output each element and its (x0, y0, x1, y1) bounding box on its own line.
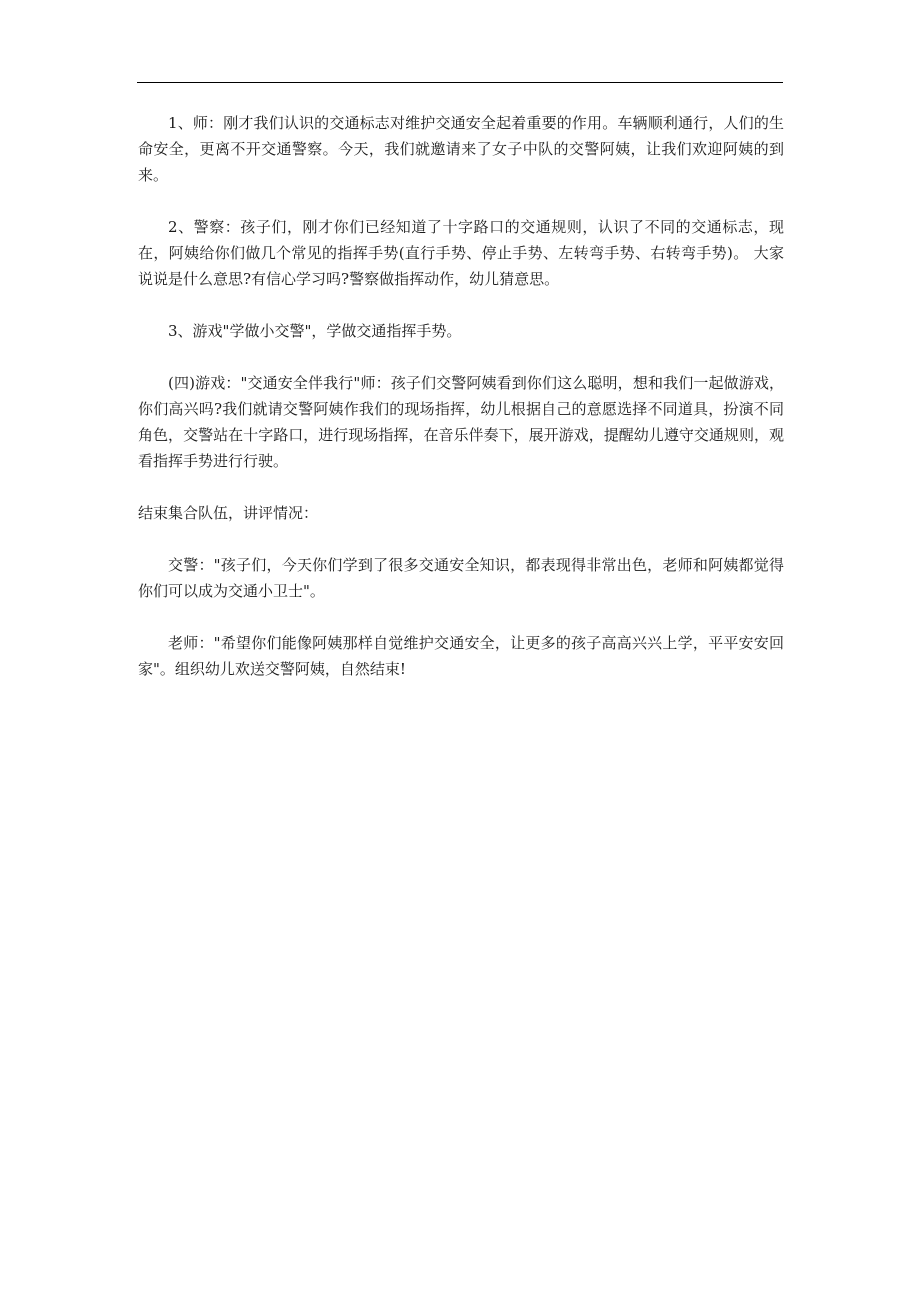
header-rule (137, 82, 783, 83)
paragraph-7: 老师："希望你们能像阿姨那样自觉维护交通安全，让更多的孩子高高兴兴上学，平平安安回家"。组织幼儿欢送交警阿姨，自然结束! (138, 634, 784, 678)
paragraph-3: 3、游戏"学做小交警"，学做交通指挥手势。 (168, 322, 462, 340)
document-body (138, 110, 784, 708)
paragraph-6: 交警："孩子们，今天你们学到了很多交通安全知识，都表现得非常出色，老师和阿姨都觉得你们可以成为交通小卫士"。 (138, 556, 784, 600)
paragraph-2: 2、警察：孩子们，刚才你们已经知道了十字路口的交通规则，认识了不同的交通标志，现在，阿姨给你们做几个常见的指挥手势(直行手势、停止手势、左转弯手势、右转弯手势)。 大家说说是什么意思?有信心学习吗?警察做指挥动作，幼儿猜意思。 (138, 218, 784, 288)
paragraph-1: 1、师：刚才我们认识的交通标志对维护交通安全起着重要的作用。车辆顺利通行，人们的生命安全，更离不开交通警察。今天，我们就邀请来了女子中队的交警阿姨，让我们欢迎阿姨的到来。 (138, 114, 784, 184)
paragraph-5: 结束集合队伍，讲评情况： (138, 504, 319, 522)
paragraph-4: (四)游戏："交通安全伴我行"师：孩子们交警阿姨看到你们这么聪明，想和我们一起做游戏，你们高兴吗?我们就请交警阿姨作我们的现场指挥，幼儿根据自己的意愿选择不同道具，扮演不同角色，交警站在十字路口，进行现场指挥，在音乐伴奏下，展开游戏，提醒幼儿遵守交通规则，观看指挥手势进行行驶。 (138, 374, 784, 470)
